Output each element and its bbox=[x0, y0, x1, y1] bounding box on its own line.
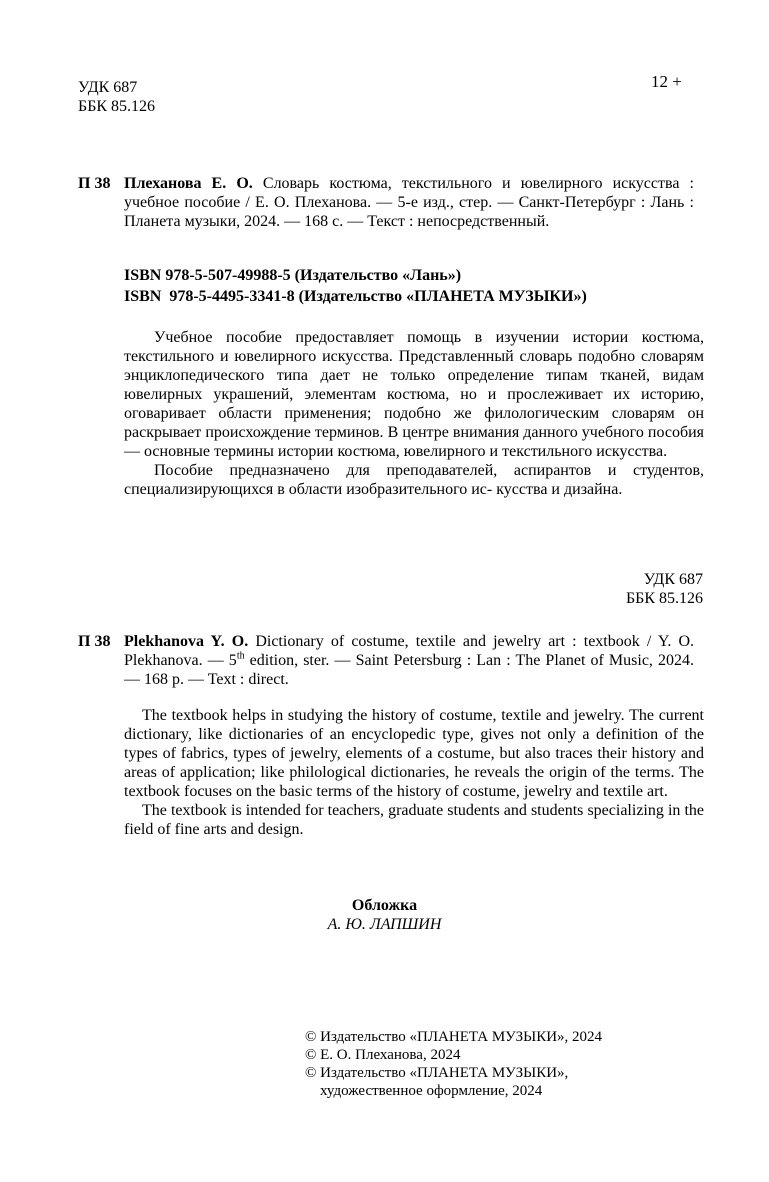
ru-bibliographic-entry bbox=[78, 174, 694, 231]
udk-code: УДК 687 bbox=[643, 571, 703, 588]
abstract-paragraph: Пособие предназначено для преподавателей, аспирантов и студентов, специализирующихся в области изобразительного ис- кусства и дизайна. bbox=[124, 462, 704, 498]
en-bibliographic-entry bbox=[78, 632, 694, 689]
en-abstract bbox=[124, 706, 704, 839]
ru-abstract bbox=[124, 328, 704, 499]
abstract-paragraph: The textbook helps in studying the history of costume, textile and jewelry. The current dictionary, like dictionaries of an encyclopedic type, gives not only a definition of the types of fabrics, types of jewelry, elements of a costume, but also traces their history and areas of application; like philological dictionaries, he reveals the origin of the terms. The textbook focuses on the basic terms of the history of costume, jewelry and textile art. bbox=[124, 707, 704, 800]
cover-label: Обложка bbox=[351, 897, 418, 914]
copyright-block bbox=[305, 1028, 602, 1100]
bbk-code: ББК 85.126 bbox=[78, 98, 156, 115]
isbn-line: ISBN 978-5-507-49988-5 (Издательство «Лань») bbox=[124, 267, 462, 284]
author-mark: П 38 bbox=[78, 175, 111, 192]
copyright-line: © Е. О. Плеханова, 2024 bbox=[305, 1047, 461, 1063]
ru-classification-block bbox=[78, 78, 155, 116]
copyright-line: © Издательство «ПЛАНЕТА МУЗЫКИ», bbox=[305, 1065, 569, 1081]
bbk-code: ББК 85.126 bbox=[625, 590, 703, 607]
abstract-paragraph: The textbook is intended for teachers, graduate students and students specializing in the field of fine arts and design. bbox=[124, 802, 704, 838]
entry-author: Plekhanova Y. O. bbox=[124, 633, 249, 650]
author-mark: П 38 bbox=[78, 633, 111, 650]
udk-code: УДК 687 bbox=[78, 79, 138, 96]
edition-superscript: th bbox=[236, 650, 245, 662]
cover-credit bbox=[0, 896, 769, 934]
entry-description: Dictionary of costume, textile and jewelry art : textbook / Y. O. Plekhanova. — 5 bbox=[124, 633, 695, 669]
entry-author: Плеханова Е. О. bbox=[124, 175, 253, 192]
isbn-block bbox=[124, 266, 587, 306]
copyright-line: художественное оформление, 2024 bbox=[305, 1083, 543, 1099]
entry-description: edition, ster. — Saint Petersburg : Lan : The Planet of Music, 2024. — 168 p. — Text : direct. bbox=[124, 652, 694, 688]
isbn-line: ISBN 978-5-4495-3341-8 (Издательство «ПЛАНЕТА МУЗЫКИ») bbox=[124, 288, 587, 305]
cover-artist: А. Ю. ЛАПШИН bbox=[327, 916, 442, 933]
abstract-paragraph: Учебное пособие предоставляет помощь в изучении истории костюма, текстильного и ювелирного искусства. Представленный словарь подобно словарям энциклопедического типа дает не только определение типам тканей, видам ювелирных украшений, элементам костюма, но и прослеживает их историю, оговаривает области применения; подобно же филологическим словарям он раскрывает происхождение терминов. В центре внимания данного учебного пособия — основные термины истории костюма, ювелирного и текстильного искусства. bbox=[124, 329, 704, 460]
age-rating: 12 + bbox=[651, 72, 682, 91]
en-classification-block bbox=[626, 570, 703, 608]
copyright-line: © Издательство «ПЛАНЕТА МУЗЫКИ», 2024 bbox=[305, 1029, 603, 1045]
entry-description: Словарь костюма, текстильного и ювелирного искусства : учебное пособие / Е. О. Плеханова. — 5-е изд., стер. — Санкт-Петербург : Лань : Планета музыки, 2024. — 168 с. — Текст : непосредственный. bbox=[124, 175, 694, 230]
